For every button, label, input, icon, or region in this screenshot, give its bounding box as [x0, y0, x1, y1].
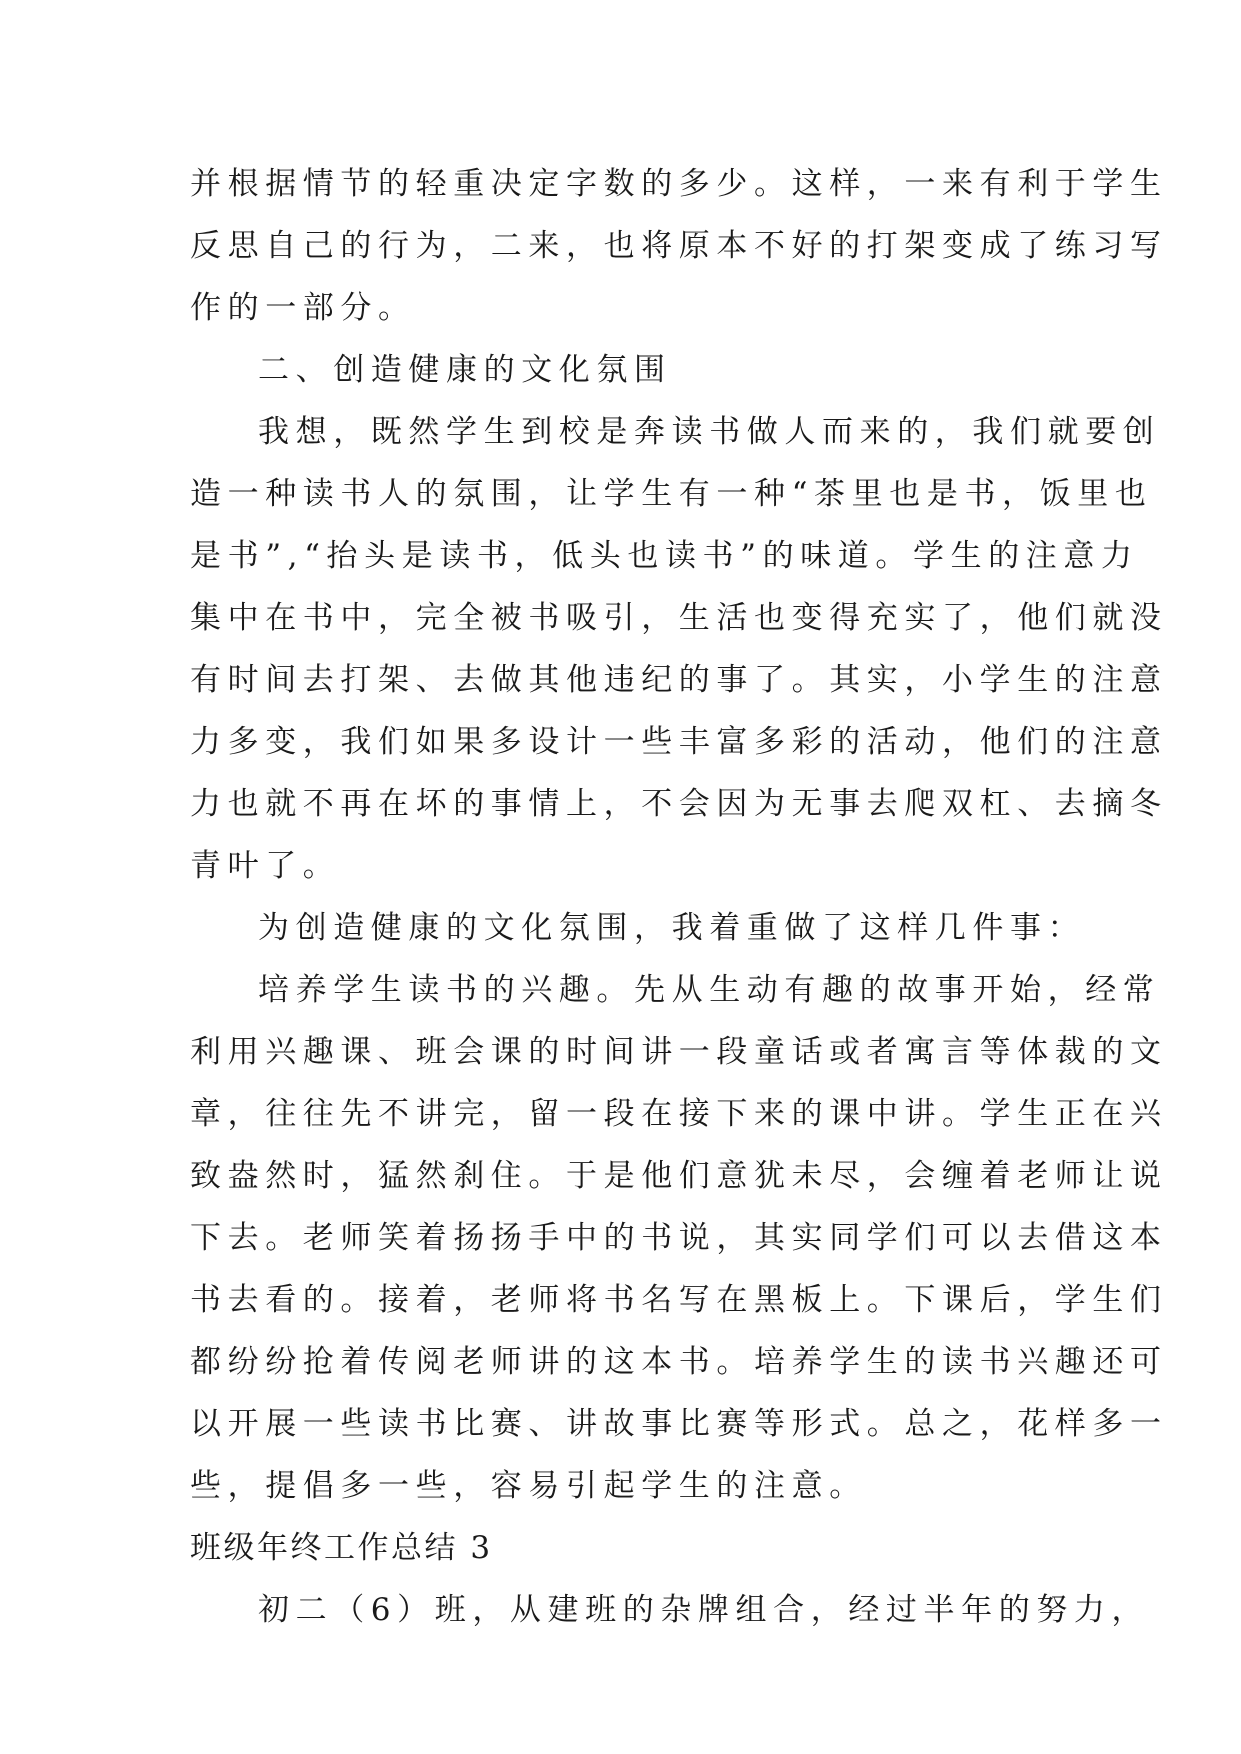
text-line: 章，往往先不讲完，留一段在接下来的课中讲。学生正在兴 [190, 1096, 1168, 1132]
text-line: 初二（6）班，从建班的杂牌组合，经过半年的努力， [258, 1592, 1150, 1628]
text-line: 以开展一些读书比赛、讲故事比赛等形式。总之，花样多一 [190, 1406, 1168, 1442]
text-line: 集中在书中，完全被书吸引，生活也变得充实了，他们就没 [190, 600, 1168, 636]
text-line: 些，提倡多一些，容易引起学生的注意。 [190, 1468, 867, 1504]
text-line: 反思自己的行为，二来，也将原本不好的打架变成了练习写 [190, 228, 1168, 264]
text-line: 力也就不再在坏的事情上，不会因为无事去爬双杠、去摘冬 [190, 786, 1168, 822]
text-line: 并根据情节的轻重决定字数的多少。这样，一来有利于学生 [190, 166, 1168, 202]
text-line: 书去看的。接着，老师将书名写在黑板上。下课后，学生们 [190, 1282, 1168, 1318]
text-line: 利用兴趣课、班会课的时间讲一段童话或者寓言等体裁的文 [190, 1034, 1168, 1070]
text-line: 致盎然时，猛然刹住。于是他们意犹未尽，会缠着老师让说 [190, 1158, 1168, 1194]
text-line: 作的一部分。 [190, 290, 416, 326]
text-line: 青叶了。 [190, 848, 341, 884]
text-line: 下去。老师笑着扬扬手中的书说，其实同学们可以去借这本 [190, 1220, 1168, 1256]
text-line: 造一种读书人的氛围，让学生有一种“茶里也是书，饭里也 [190, 476, 1153, 512]
text-line: 是书”,“抬头是读书，低头也读书”的味道。学生的注意力 [190, 538, 1139, 574]
text-line: 为创造健康的文化氛围，我着重做了这样几件事： [258, 910, 1086, 946]
text-line: 培养学生读书的兴趣。先从生动有趣的故事开始，经常 [258, 972, 1161, 1008]
document-title: 班级年终工作总结 3 [190, 1530, 493, 1566]
text-line: 有时间去打架、去做其他违纪的事了。其实，小学生的注意 [190, 662, 1168, 698]
text-line: 都纷纷抢着传阅老师讲的这本书。培养学生的读书兴趣还可 [190, 1344, 1168, 1380]
text-line: 我想，既然学生到校是奔读书做人而来的，我们就要创 [258, 414, 1161, 450]
section-heading: 二、创造健康的文化氛围 [258, 352, 672, 388]
text-line: 力多变，我们如果多设计一些丰富多彩的活动，他们的注意 [190, 724, 1168, 760]
